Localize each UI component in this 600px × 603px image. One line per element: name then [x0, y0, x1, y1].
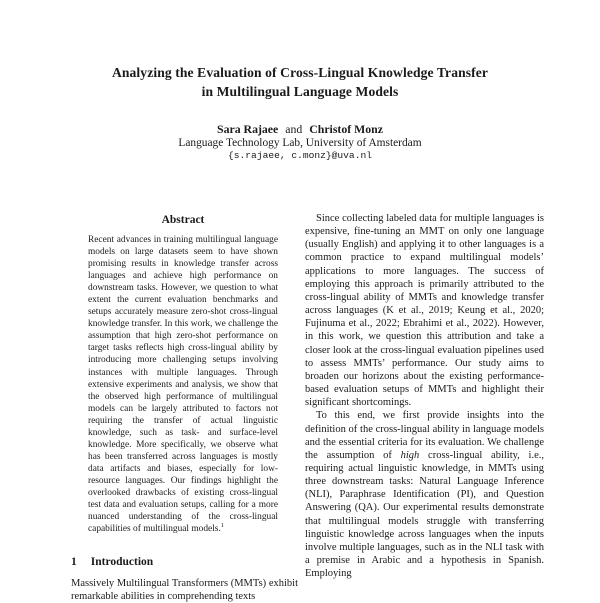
paper-title	[0, 64, 600, 101]
introduction-paragraph: Massively Multilingual Transformers (MMTs) exhibit remarkable abilities in comprehending texts	[71, 578, 298, 603]
abstract-text: Recent advances in training multilingual language models on large datasets seem to have shown promising results in knowledge transfer across languages and achieve high performance on downstream tasks. However, we question to what extent the current evaluation benchmarks and setups accurately measure zero-shot cross-lingual knowledge transfer. In this work, we challenge the assumption that high zero-shot performance on target tasks reflects high cross-lingual ability by introducing more challenging setups involving instances with multiple languages. Through extensive experiments and analysis, we show that the observed high performance of multilingual models can be largely attributed to factors not requiring the transfer of actual linguistic knowledge, such as task- and surface-level knowledge. More specifically, we observe what has been transferred across languages is mostly data artifacts and biases, especially for low-resource languages. Our findings highlight the overlooked drawbacks of existing cross-lingual test data and evaluation setups, calling for a more nuanced understanding of the cross-lingual capabilities of multilingual models.	[88, 235, 278, 535]
right-column-paragraph-1: Since collecting labeled data for multiple languages is expensive, fine-tuning an MMT on only one language (usually English) and applying it to other languages is a common practice to expand multilingual models’ applications to more languages. The success of employing this approach is primarily attributed to the cross-lingual ability of MMTs and knowledge transfer across languages (K et al., 2019; Keung et al., 2020; Fujinuma et al., 2022; Ebrahimi et al., 2022). However, in this work, we question this attribution and take a closer look at the cross-lingual evaluation pipelines used to assess MMTs’ performance. Our study aims to broaden our horizons about the existing performance-based evaluation setups of MMTs and highlight their significant shortcomings.	[305, 213, 544, 409]
section-1-title: Introduction	[90, 556, 154, 568]
abstract-heading: Abstract	[161, 214, 205, 226]
paragraph-2-text-end: cross-lingual ability, i.e., requiring actual linguistic knowledge, in MMTs using three downstream tasks: Natural Language Inference (NLI), Paraphrase Identification (PI), and Question Answering (QA). Our experimental results demonstrate that multilingual models struggle with transferring linguistic knowledge across languages when the inputs involve multiple languages, such as in the NLI task with a premise in Arabic and a hypothesis in Spanish. Employing	[305, 449, 544, 580]
section-1-number: 1	[71, 556, 77, 568]
abstract-body	[88, 234, 278, 535]
paragraph-2-text-start: To this end, we first provide insights into the definition of the cross-lingual ability in language models and the essential criteria for its evaluation. We challenge the assumption of	[305, 410, 544, 461]
author-conjunction: and	[285, 122, 303, 136]
paragraph-2-italic-word: high	[400, 449, 420, 461]
section-1-heading	[71, 556, 153, 568]
paper-title-line-1: Analyzing the Evaluation of Cross-Lingual Knowledge Transfer	[111, 65, 489, 80]
affiliation: Language Technology Lab, University of Amsterdam	[178, 137, 422, 149]
right-column	[305, 212, 544, 580]
right-column-paragraph-2	[305, 409, 544, 580]
author-2: Christof Monz	[309, 122, 383, 136]
authors-line	[0, 122, 600, 137]
author-1: Sara Rajaee	[217, 122, 279, 136]
author-emails: {s.rajaee, c.monz}@uva.nl	[228, 150, 372, 161]
footnote-marker: 1	[220, 522, 225, 529]
paper-title-line-2: in Multilingual Language Models	[201, 83, 399, 99]
